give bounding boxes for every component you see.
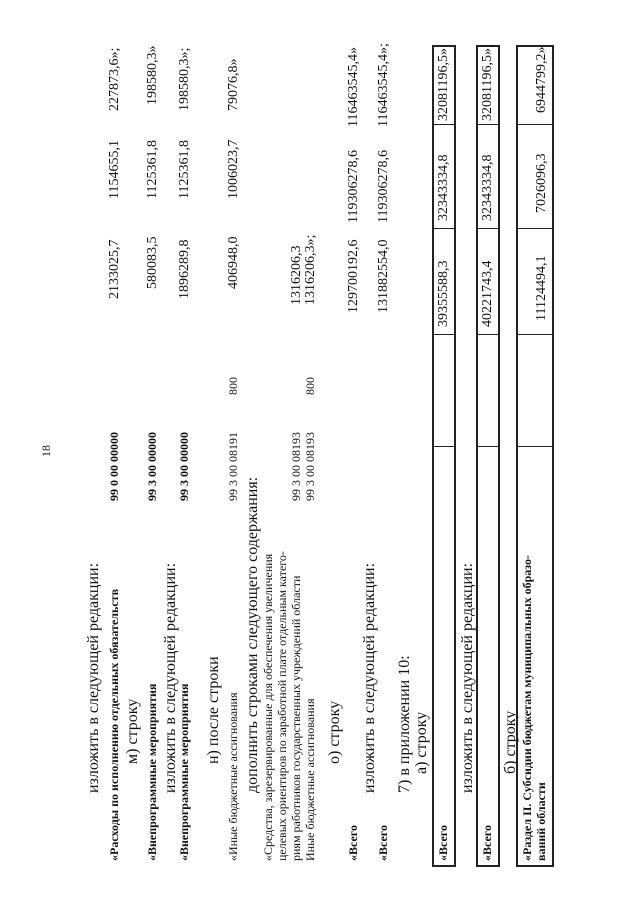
- column-divider: [432, 228, 454, 229]
- clause-o: о) строку: [326, 700, 343, 764]
- column-divider: [476, 446, 498, 447]
- clause-m: м) строку: [124, 698, 141, 764]
- column-divider: [432, 446, 454, 447]
- instruction-add: дополнить строками следующего содержания:: [244, 476, 261, 793]
- row-code-vnepr: 99 3 00 00000: [177, 432, 191, 501]
- row-value-2026: 32081196,5»: [436, 48, 451, 121]
- column-divider: [476, 124, 498, 125]
- row-value-2025: 1154655,1: [107, 140, 122, 199]
- clause-a: а) строку: [413, 711, 430, 774]
- row-label-vsego: «Всего: [436, 825, 450, 861]
- row-label-razdel: «Раздел II. Субсидии бюджетам муниципальных образо-: [520, 554, 534, 861]
- row-value-2025: 1125361,8: [177, 140, 192, 199]
- row-label-razdel: ваний области: [534, 782, 548, 861]
- row-code-inye: 99 3 00 08193: [303, 432, 317, 501]
- row-label-rashody: «Расходы по исполнению отдельных обязательств: [107, 588, 121, 861]
- row-value-2024: 40221743,4: [480, 260, 495, 327]
- row-label-inye: «Иные бюджетные ассигнования: [226, 692, 240, 861]
- row-value-2025: 119306278,6: [376, 150, 391, 223]
- row-value-2024: 406948,0: [226, 236, 241, 289]
- row-value-2024: 2133025,7: [107, 239, 122, 299]
- row-value-2024: 129700192,6: [346, 239, 361, 313]
- row-code-vnepr: 99 3 00 00000: [145, 432, 159, 501]
- column-divider: [516, 228, 552, 229]
- row-label-vsego: «Всего: [480, 825, 494, 861]
- row-value-2025: 32343334,8: [480, 154, 495, 221]
- instruction-edit: изложить в следующей редакции:: [361, 562, 378, 793]
- column-divider: [516, 334, 552, 335]
- column-divider: [516, 446, 552, 447]
- column-divider: [476, 228, 498, 229]
- column-divider: [432, 334, 454, 335]
- row-label-vsego: «Всего: [376, 825, 390, 861]
- clause-n: н) после строки: [205, 656, 222, 764]
- row-label-inye: Иные бюджетные ассигнования: [303, 698, 317, 861]
- row-value-2025: 7026096,3: [534, 153, 549, 213]
- column-divider: [476, 334, 498, 335]
- column-divider: [432, 124, 454, 125]
- row-value-2026: 116463545,4»;: [376, 43, 391, 127]
- row-value-2025: 1006023,7: [226, 139, 241, 199]
- row-value-2024: 11124494,1: [534, 255, 549, 321]
- row-value-2025: 1125361,8: [145, 140, 160, 199]
- row-value-2024: 1896289,8: [177, 239, 192, 299]
- instruction-edit: изложить в следующей редакции:: [162, 562, 179, 793]
- row-value-2026: 32081196,5»;: [480, 44, 495, 121]
- row-vr-inye: 800: [226, 377, 240, 395]
- row-label-vnepr: «Внепрограммные мероприятия: [177, 683, 191, 861]
- column-divider: [516, 124, 552, 125]
- row-value-2026: 79076,8»: [226, 58, 241, 111]
- row-value-2026: 198580,3»;: [177, 47, 192, 111]
- row-label-sredstva: «Средства, зарезервированные для обеспечения увеличения: [261, 553, 275, 861]
- row-value-2024: 39355588,3: [436, 260, 451, 327]
- row-label-sredstva: целевых ориентиров по заработной плате отдельным катего-: [275, 551, 289, 861]
- row-label-vsego: «Всего: [346, 825, 360, 861]
- instruction-edit: изложить в следующей редакции:: [85, 562, 102, 793]
- instruction-edit: изложить в следующей редакции:: [459, 562, 476, 793]
- row-value-2026: 116463545,4»: [346, 47, 361, 127]
- row-value-2025: 32343334,8: [436, 154, 451, 221]
- row-value-2025: 119306278,6: [346, 150, 361, 223]
- row-label-vnepr: «Внепрограммные мероприятия: [145, 683, 159, 861]
- row-code-sredstva: 99 3 00 08193: [289, 432, 303, 501]
- section-7: 7) в приложении 10:: [396, 655, 413, 793]
- row-code-inye: 99 3 00 08191: [226, 432, 240, 501]
- row-value-2024: 580083,5: [145, 236, 160, 289]
- row-value-2024: 1316206,3: [289, 245, 304, 305]
- row-value-2026: 227873,6»;: [107, 47, 122, 111]
- row-code-rashody: 99 0 00 00000: [107, 432, 121, 501]
- row-vr-inye: 800: [303, 377, 317, 395]
- clause-b: б) строку: [502, 710, 519, 774]
- page-number: 18: [39, 445, 53, 457]
- row-value-2024: 1316206,3»;: [303, 234, 318, 305]
- row-value-2026: 6944799,2»: [534, 46, 549, 113]
- row-value-2024: 131882554,0: [376, 239, 391, 313]
- row-value-2026: 198580,3»: [145, 45, 160, 105]
- row-label-sredstva: риям работников государственных учреждений области: [289, 575, 303, 861]
